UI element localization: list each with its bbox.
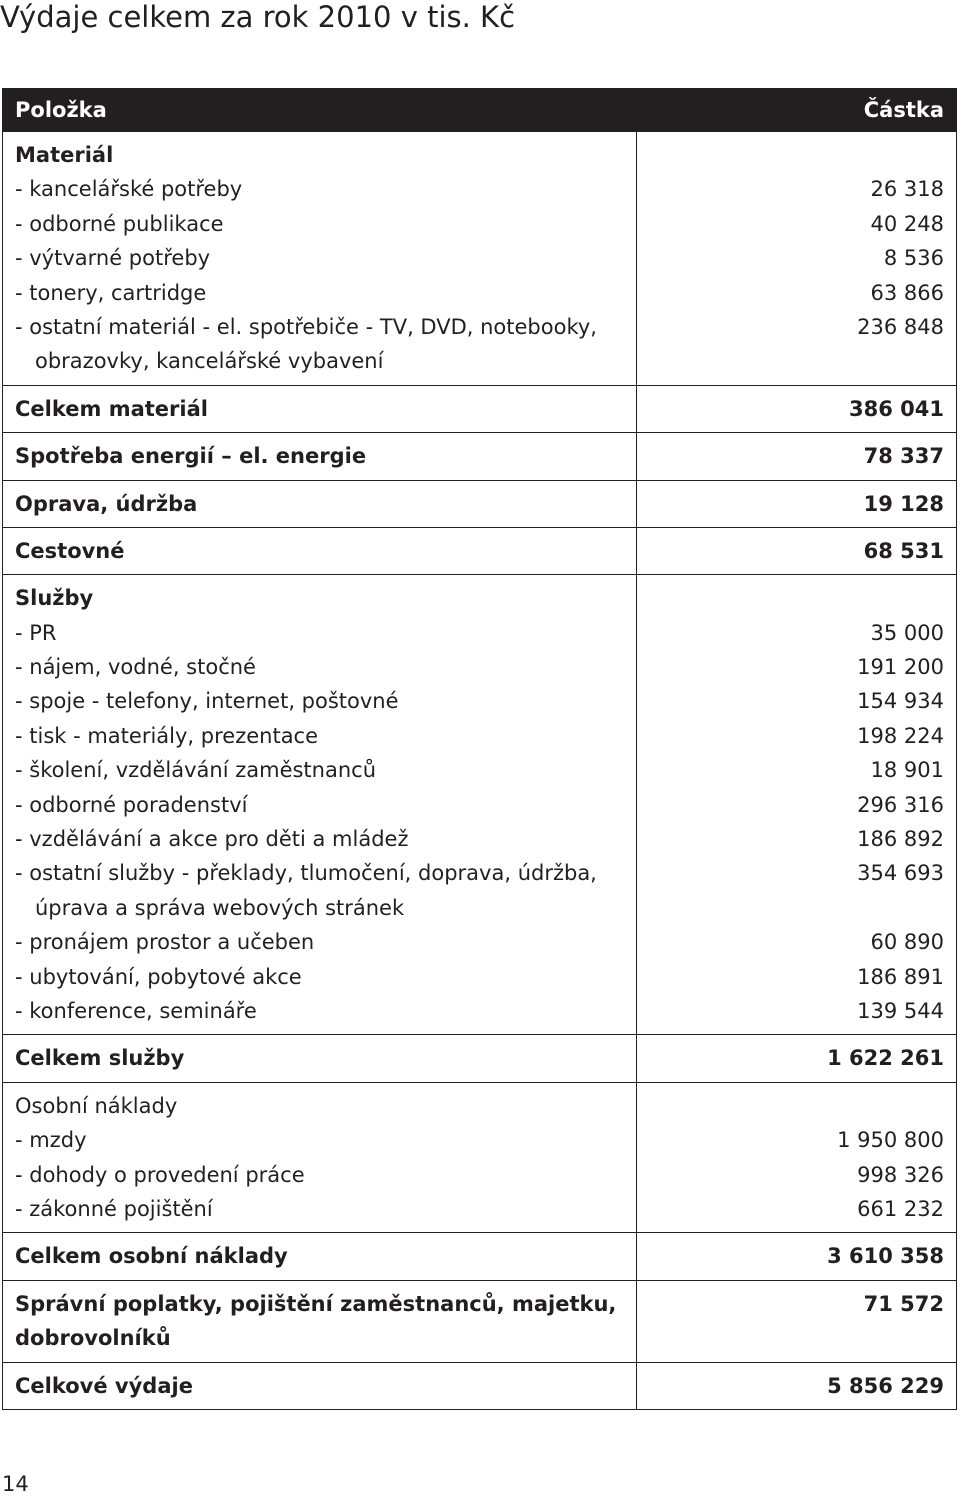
- personnel-amounts: [637, 1082, 957, 1233]
- services-item-label: - školení, vzdělávání zaměstnanců: [15, 758, 377, 783]
- services-item-amount: 154 934: [857, 689, 944, 714]
- fees-row: [3, 1280, 957, 1362]
- services-total-label: Celkem služby: [15, 1046, 185, 1071]
- material-heading: Materiál: [15, 143, 114, 167]
- services-section: [3, 575, 957, 1035]
- energy-amount: 78 337: [863, 444, 944, 469]
- material-item-amount: 40 248: [870, 211, 944, 236]
- material-amounts: [637, 132, 957, 386]
- material-item-label: - kancelářské potřeby: [15, 177, 243, 202]
- material-section: [3, 132, 957, 386]
- services-item-amount: 139 544: [857, 998, 944, 1023]
- energy-label: Spotřeba energií – el. energie: [15, 444, 367, 469]
- services-item-label: - pronájem prostor a učeben: [15, 930, 315, 955]
- services-item-label: - odborné poradenství: [15, 792, 248, 817]
- personnel-heading: Osobní náklady: [15, 1093, 178, 1118]
- material-total-row: [3, 385, 957, 432]
- material-total-amount: 386 041: [849, 396, 944, 421]
- personnel-total-row: [3, 1233, 957, 1280]
- personnel-total-label: Celkem osobní náklady: [15, 1244, 288, 1269]
- item-column-header: Položka: [3, 89, 637, 132]
- services-item-amount: 35 000: [870, 620, 944, 645]
- page-number: 14: [2, 1472, 29, 1496]
- material-item-amount: 8 536: [883, 246, 944, 271]
- material-item-amount: 63 866: [870, 280, 944, 305]
- services-item-amount: 18 901: [870, 758, 944, 783]
- material-item-amount: 26 318: [870, 177, 944, 202]
- material-item-label: - ostatní materiál - el. spotřebiče - TV, DVD, notebooky,: [15, 314, 597, 339]
- fees-label-continuation: dobrovolníků: [15, 1326, 171, 1351]
- services-item-label: - PR: [15, 620, 57, 645]
- services-item-label: - tisk - materiály, prezentace: [15, 723, 319, 748]
- services-item-label-continuation: úprava a správa webových stránek: [35, 895, 405, 920]
- services-item-amount: 186 891: [857, 964, 944, 989]
- personnel-section: [3, 1082, 957, 1233]
- services-item-amount: 296 316: [857, 792, 944, 817]
- fees-label: Správní poplatky, pojištění zaměstnanců, majetku,: [15, 1291, 617, 1316]
- repairs-amount: 19 128: [863, 491, 944, 516]
- personnel-item-amount: 661 232: [857, 1196, 944, 1221]
- table-header-row: [3, 89, 957, 132]
- services-labels: [3, 575, 637, 1035]
- personnel-item-amount: 1 950 800: [837, 1128, 944, 1153]
- repairs-label: Oprava, údržba: [15, 491, 198, 516]
- services-item-label: - konference, semináře: [15, 998, 257, 1023]
- personnel-item-label: - mzdy: [15, 1128, 87, 1153]
- services-total-row: [3, 1035, 957, 1082]
- services-item-amount: 191 200: [857, 655, 944, 680]
- personnel-total-amount: 3 610 358: [827, 1244, 944, 1269]
- services-item-amount: 354 693: [857, 861, 944, 886]
- travel-label: Cestovné: [15, 538, 125, 563]
- travel-row: [3, 527, 957, 574]
- grand-total-amount: 5 856 229: [827, 1373, 944, 1398]
- services-item-amount: 186 892: [857, 827, 944, 852]
- fees-amount: 71 572: [863, 1291, 944, 1316]
- services-total-amount: 1 622 261: [827, 1046, 944, 1071]
- services-amounts: [637, 575, 957, 1035]
- services-item-label: - ubytování, pobytové akce: [15, 964, 302, 989]
- travel-amount: 68 531: [863, 538, 944, 563]
- material-total-label: Celkem materiál: [15, 396, 208, 421]
- personnel-item-label: - dohody o provedení práce: [15, 1162, 305, 1187]
- material-item-label: - odborné publikace: [15, 211, 224, 236]
- services-item-label: - nájem, vodné, stočné: [15, 655, 256, 680]
- services-item-label: - spoje - telefony, internet, poštovné: [15, 689, 399, 714]
- material-item-label-continuation: obrazovky, kancelářské vybavení: [35, 349, 384, 374]
- material-labels: [3, 132, 637, 386]
- personnel-item-label: - zákonné pojištění: [15, 1196, 213, 1221]
- grand-total-row: [3, 1362, 957, 1409]
- material-item-label: - výtvarné potřeby: [15, 246, 211, 271]
- services-item-amount: 60 890: [870, 930, 944, 955]
- amount-column-header: Částka: [637, 89, 957, 132]
- services-item-amount: 198 224: [857, 723, 944, 748]
- services-item-label: - vzdělávání a akce pro děti a mládež: [15, 827, 409, 852]
- expense-table: [2, 88, 957, 1410]
- material-item-label: - tonery, cartridge: [15, 280, 207, 305]
- material-item-amount: 236 848: [857, 314, 944, 339]
- repairs-row: [3, 480, 957, 527]
- grand-total-label: Celkové výdaje: [15, 1373, 193, 1398]
- page-title: Výdaje celkem za rok 2010 v tis. Kč: [0, 0, 516, 34]
- personnel-item-amount: 998 326: [857, 1162, 944, 1187]
- energy-row: [3, 433, 957, 480]
- personnel-labels: [3, 1082, 637, 1233]
- services-item-label: - ostatní služby - překlady, tlumočení, doprava, údržba,: [15, 861, 597, 886]
- services-heading: Služby: [15, 586, 94, 611]
